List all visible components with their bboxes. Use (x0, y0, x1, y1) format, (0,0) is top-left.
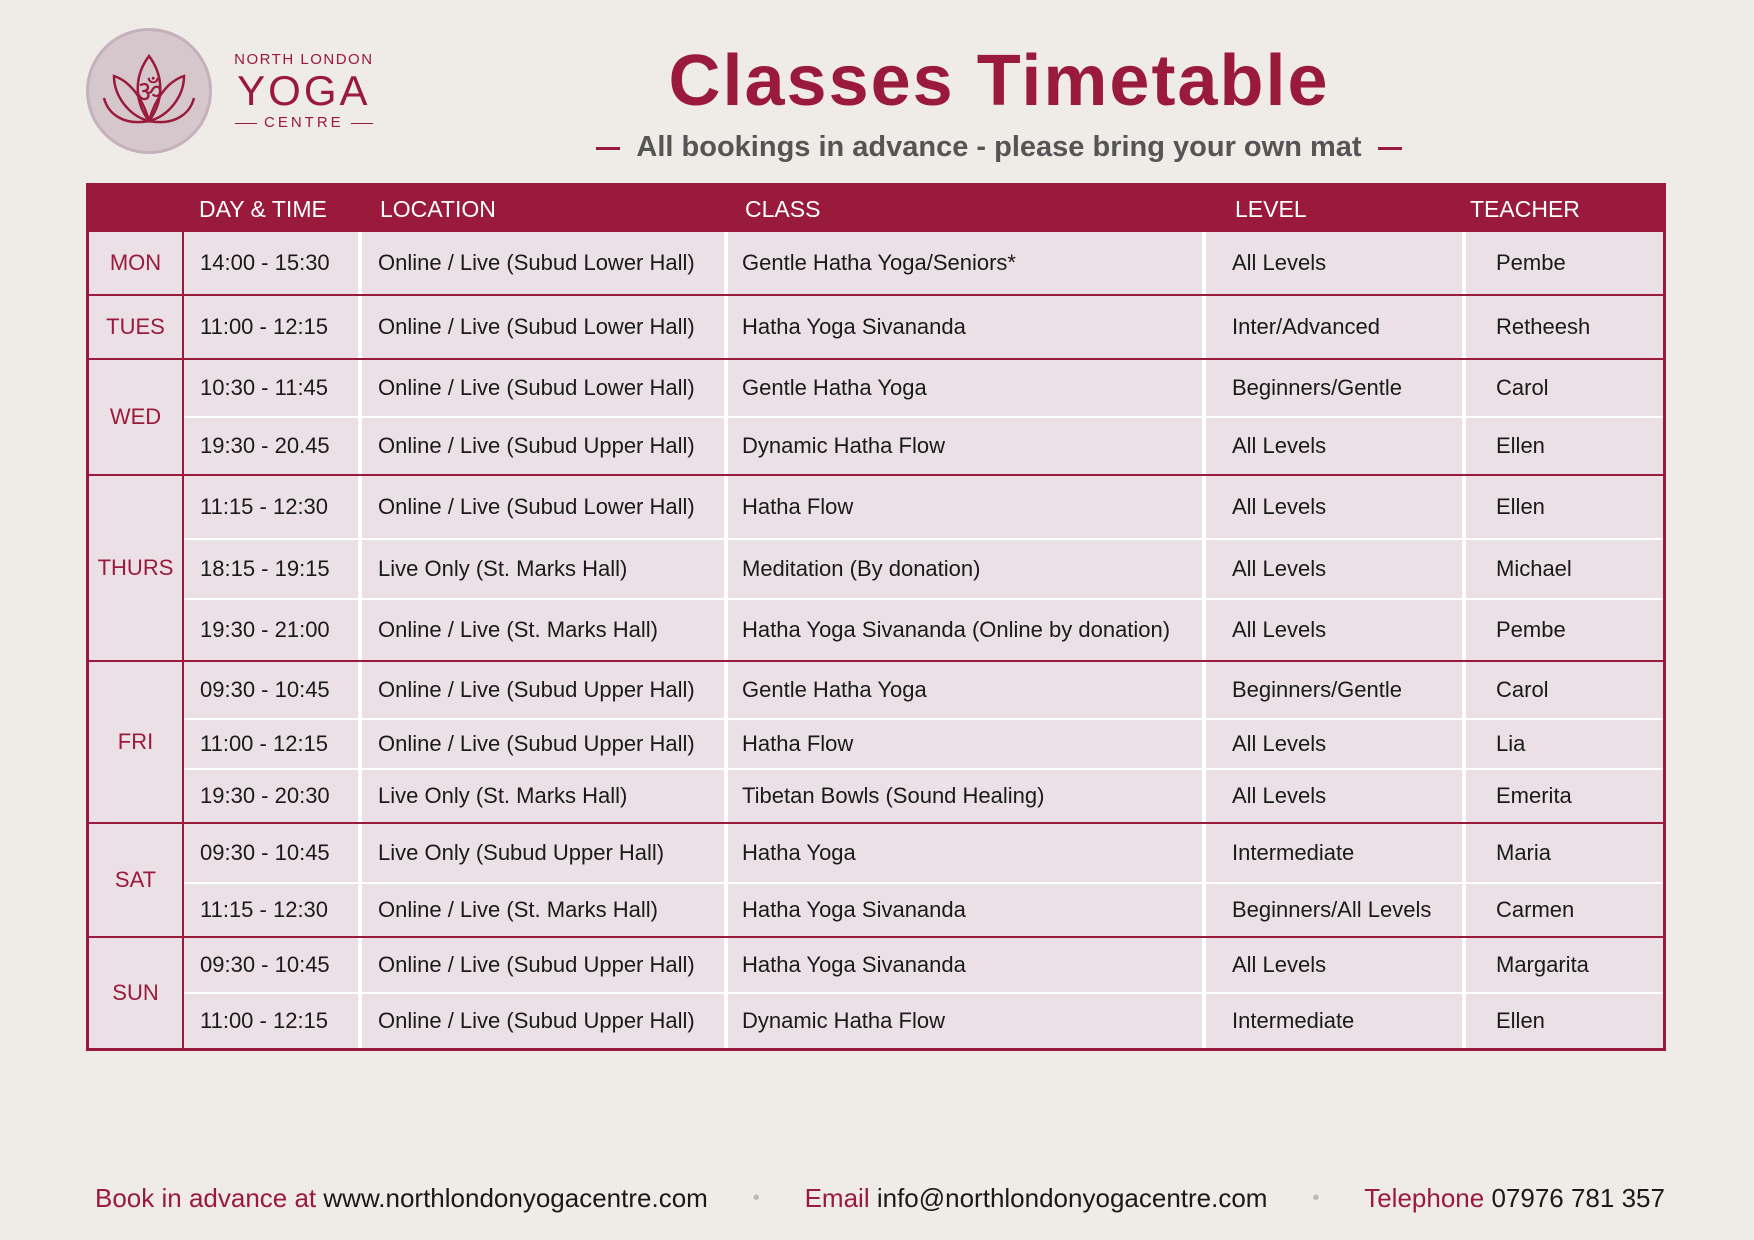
day-block-sun (89, 936, 1663, 1048)
day-block-wed (89, 358, 1663, 474)
time-cell: 09:30 - 10:45 (184, 662, 358, 718)
table-row (184, 718, 1663, 768)
day-label: WED (89, 360, 182, 474)
class-cell: Dynamic Hatha Flow (728, 994, 1202, 1048)
location-cell: Live Only (St. Marks Hall) (362, 770, 724, 822)
class-cell: Hatha Yoga (728, 824, 1202, 882)
location-cell: Online / Live (Subud Upper Hall) (362, 938, 724, 992)
class-cell: Hatha Yoga Sivananda (728, 938, 1202, 992)
header-day-time: DAY & TIME (199, 196, 327, 222)
teacher-cell: Pembe (1466, 600, 1663, 660)
location-cell: Live Only (St. Marks Hall) (362, 540, 724, 598)
table-row (184, 938, 1663, 992)
logo-line-1: NORTH LONDON (234, 51, 374, 68)
svg-text:ॐ: ॐ (135, 75, 163, 110)
separator-dot: • (752, 1187, 760, 1209)
footer (95, 1183, 1665, 1214)
level-cell: Intermediate (1206, 994, 1462, 1048)
footer-email (805, 1183, 1268, 1214)
teacher-cell: Pembe (1466, 232, 1663, 294)
table-row (184, 598, 1663, 660)
dash-left (596, 147, 620, 150)
location-cell: Online / Live (Subud Upper Hall) (362, 662, 724, 718)
footer-booking (95, 1183, 708, 1214)
dash-right (1378, 147, 1402, 150)
class-cell: Gentle Hatha Yoga (728, 662, 1202, 718)
day-label: MON (89, 232, 182, 294)
table-row (184, 662, 1663, 718)
header-teacher: TEACHER (1470, 196, 1580, 222)
teacher-cell: Carol (1466, 662, 1663, 718)
location-cell: Online / Live (St. Marks Hall) (362, 884, 724, 936)
header-level: LEVEL (1235, 196, 1307, 222)
level-cell: Beginners/Gentle (1206, 662, 1462, 718)
level-cell: Beginners/Gentle (1206, 360, 1462, 416)
teacher-cell: Ellen (1466, 476, 1663, 538)
header-class: CLASS (745, 196, 821, 222)
footer-phone-link[interactable]: 07976 781 357 (1491, 1183, 1665, 1213)
header-location: LOCATION (380, 196, 496, 222)
time-cell: 19:30 - 20:30 (184, 770, 358, 822)
day-label: FRI (89, 662, 182, 822)
class-cell: Hatha Flow (728, 476, 1202, 538)
time-cell: 09:30 - 10:45 (184, 938, 358, 992)
time-cell: 11:00 - 12:15 (184, 994, 358, 1048)
teacher-cell: Emerita (1466, 770, 1663, 822)
table-row (184, 360, 1663, 416)
level-cell: Intermediate (1206, 824, 1462, 882)
day-block-mon (89, 232, 1663, 294)
teacher-cell: Lia (1466, 720, 1663, 768)
table-row (184, 768, 1663, 822)
class-cell: Gentle Hatha Yoga (728, 360, 1202, 416)
class-cell: Hatha Yoga Sivananda (728, 296, 1202, 358)
day-block-sat (89, 822, 1663, 936)
level-cell: All Levels (1206, 476, 1462, 538)
time-cell: 11:15 - 12:30 (184, 476, 358, 538)
time-cell: 11:15 - 12:30 (184, 884, 358, 936)
teacher-cell: Carmen (1466, 884, 1663, 936)
footer-email-label: Email (804, 1183, 870, 1213)
page-title (0, 40, 1754, 122)
teacher-cell: Maria (1466, 824, 1663, 882)
separator-dot: • (1312, 1187, 1320, 1209)
location-cell: Online / Live (Subud Upper Hall) (362, 994, 724, 1048)
table-row (184, 882, 1663, 936)
day-block-tues (89, 294, 1663, 358)
level-cell: All Levels (1206, 418, 1462, 474)
class-cell: Meditation (By donation) (728, 540, 1202, 598)
table-body (89, 232, 1663, 1048)
page-subtitle (0, 131, 1754, 164)
footer-phone (1364, 1183, 1665, 1214)
table-row (184, 824, 1663, 882)
class-cell: Tibetan Bowls (Sound Healing) (728, 770, 1202, 822)
day-block-thurs (89, 474, 1663, 660)
level-cell: All Levels (1206, 600, 1462, 660)
time-cell: 11:00 - 12:15 (184, 296, 358, 358)
table-row (184, 538, 1663, 598)
day-label: SUN (89, 938, 182, 1048)
time-cell: 10:30 - 11:45 (184, 360, 358, 416)
class-cell: Hatha Yoga Sivananda (728, 884, 1202, 936)
teacher-cell: Retheesh (1466, 296, 1663, 358)
teacher-cell: Margarita (1466, 938, 1663, 992)
class-cell: Gentle Hatha Yoga/Seniors* (728, 232, 1202, 294)
location-cell: Online / Live (Subud Lower Hall) (362, 476, 724, 538)
location-cell: Online / Live (Subud Upper Hall) (362, 418, 724, 474)
day-label: THURS (89, 476, 182, 660)
table-row (184, 476, 1663, 538)
footer-website-link[interactable]: www.northlondonyogacentre.com (323, 1183, 708, 1213)
level-cell: Beginners/All Levels (1206, 884, 1462, 936)
day-label: SAT (89, 824, 182, 936)
class-cell: Dynamic Hatha Flow (728, 418, 1202, 474)
day-label: TUES (89, 296, 182, 358)
time-cell: 18:15 - 19:15 (184, 540, 358, 598)
day-block-fri (89, 660, 1663, 822)
level-cell: All Levels (1206, 720, 1462, 768)
table-row (184, 992, 1663, 1048)
time-cell: 19:30 - 21:00 (184, 600, 358, 660)
page-subtitle-text: All bookings in advance - please bring your own mat (636, 131, 1362, 163)
footer-phone-label: Telephone (1364, 1183, 1485, 1213)
table-row (184, 296, 1663, 358)
footer-email-link[interactable]: info@northlondonyogacentre.com (876, 1183, 1268, 1213)
class-cell: Hatha Yoga Sivananda (Online by donation) (728, 600, 1202, 660)
location-cell: Live Only (Subud Upper Hall) (362, 824, 724, 882)
time-cell: 14:00 - 15:30 (184, 232, 358, 294)
table-header (89, 186, 1663, 232)
time-cell: 09:30 - 10:45 (184, 824, 358, 882)
teacher-cell: Ellen (1466, 418, 1663, 474)
footer-booking-label: Book in advance at (95, 1183, 317, 1213)
level-cell: All Levels (1206, 540, 1462, 598)
level-cell: All Levels (1206, 938, 1462, 992)
table-row (184, 232, 1663, 294)
page-title-text: Classes Timetable (668, 41, 1330, 121)
teacher-cell: Carol (1466, 360, 1663, 416)
class-cell: Hatha Flow (728, 720, 1202, 768)
teacher-cell: Michael (1466, 540, 1663, 598)
level-cell: All Levels (1206, 770, 1462, 822)
time-cell: 19:30 - 20.45 (184, 418, 358, 474)
location-cell: Online / Live (Subud Lower Hall) (362, 360, 724, 416)
level-cell: All Levels (1206, 232, 1462, 294)
location-cell: Online / Live (Subud Upper Hall) (362, 720, 724, 768)
location-cell: Online / Live (Subud Lower Hall) (362, 296, 724, 358)
table-row (184, 416, 1663, 474)
logo-line-2: YOGA (237, 67, 371, 114)
logo-line-3: CENTRE (228, 114, 380, 131)
time-cell: 11:00 - 12:15 (184, 720, 358, 768)
location-cell: Online / Live (Subud Lower Hall) (362, 232, 724, 294)
location-cell: Online / Live (St. Marks Hall) (362, 600, 724, 660)
timetable (86, 183, 1666, 1051)
level-cell: Inter/Advanced (1206, 296, 1462, 358)
teacher-cell: Ellen (1466, 994, 1663, 1048)
